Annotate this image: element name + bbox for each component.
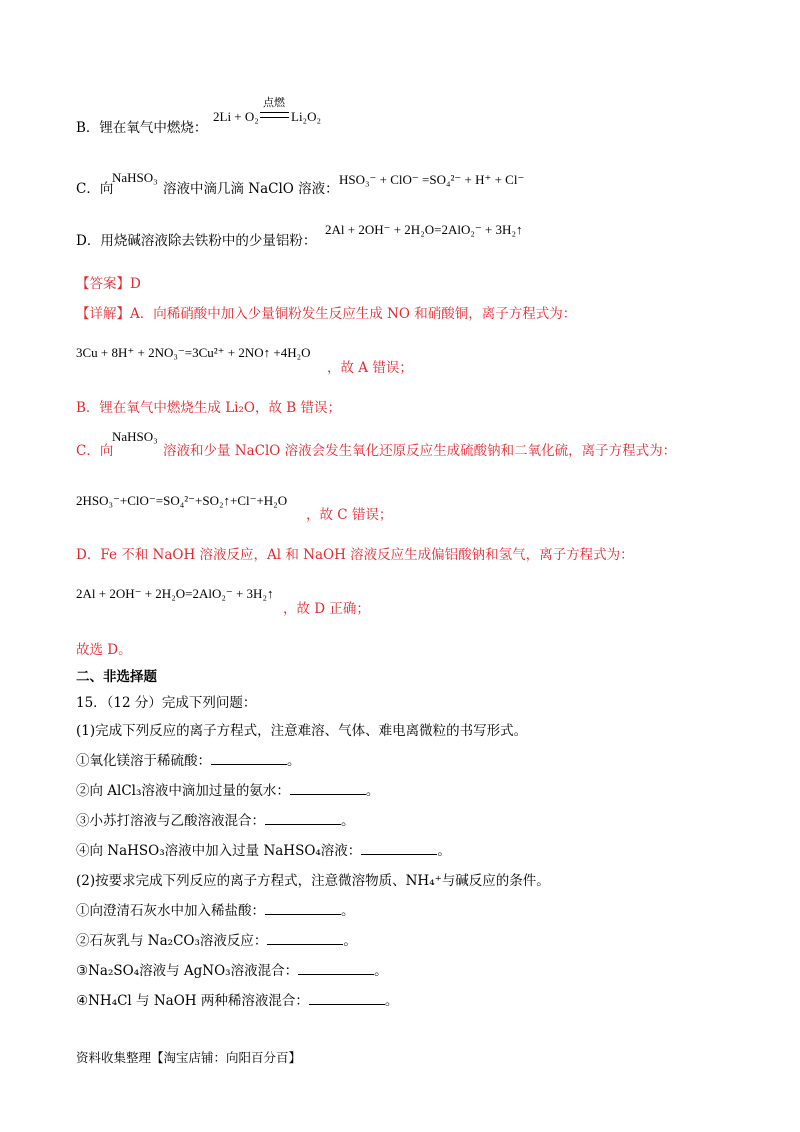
explanation-a-tail: ，故 A 错误； bbox=[327, 360, 413, 376]
part2-item-4: ④NH₄Cl 与 NaOH 两种稀溶液混合： bbox=[76, 993, 309, 1009]
option-c-equation: HSO₃⁻ + ClO⁻ =SO₄²⁻ + H⁺ + Cl⁻ bbox=[339, 172, 525, 187]
explanation-d-text: D．Fe 不和 NaOH 溶液反应，Al 和 NaOH 溶液反应生成偏铝酸钠和氢气，离子方程式为： bbox=[76, 547, 634, 563]
explanation-d-equation: 2Al + 2OH⁻ + 2H₂O=2AlO₂⁻ + 3H₂↑ bbox=[76, 586, 274, 601]
part1-item-4: ④向 NaHSO₃溶液中加入过量 NaHSO₄溶液： bbox=[76, 843, 362, 859]
option-d-label: D．用烧碱溶液除去铁粉中的少量铝粉： bbox=[76, 233, 317, 249]
list-item: ①氧化镁溶于稀硫酸： 。 bbox=[76, 753, 301, 769]
answer-blank[interactable] bbox=[265, 902, 341, 915]
explanation-c-prefix: C．向 bbox=[76, 443, 114, 459]
answer-blank[interactable] bbox=[290, 782, 366, 795]
list-item: ①向澄清石灰水中加入稀盐酸： 。 bbox=[76, 903, 355, 919]
explanation-c-text: 溶液和少量 NaClO 溶液会发生氧化还原反应生成硫酸钠和二氧化硫，离子方程式为： bbox=[163, 443, 677, 459]
question-15-title: 15．（12 分）完成下列问题： bbox=[76, 695, 257, 711]
option-c-label-suffix: 溶液中滴几滴 NaClO 溶液： bbox=[163, 181, 339, 197]
part1-item-1: ①氧化镁溶于稀硫酸： bbox=[76, 753, 211, 769]
explanation-c-tail: ，故 C 错误； bbox=[306, 507, 393, 523]
answer-blank[interactable] bbox=[211, 752, 287, 765]
part1-item-2: ②向 AlCl₃溶液中滴加过量的氨水： bbox=[76, 783, 290, 799]
list-item: ②向 AlCl₃溶液中滴加过量的氨水： 。 bbox=[76, 783, 380, 799]
explanation-d-tail: ，故 D 正确； bbox=[283, 601, 370, 617]
answer: 【答案】D bbox=[76, 276, 141, 292]
explanation-conclusion: 故选 D。 bbox=[76, 642, 132, 658]
list-item: ④NH₄Cl 与 NaOH 两种稀溶液混合： 。 bbox=[76, 993, 399, 1009]
list-item: ③Na₂SO₄溶液与 AgNO₃溶液混合： 。 bbox=[76, 963, 388, 979]
answer-blank[interactable] bbox=[361, 842, 437, 855]
page-footer: 资料收集整理【淘宝店铺：向阳百分百】 bbox=[76, 1050, 302, 1065]
option-b-condition: 点燃 bbox=[263, 96, 285, 109]
part1-intro: (1)完成下列反应的离子方程式，注意难溶、气体、难电离微粒的书写形式。 bbox=[76, 723, 528, 739]
option-d-equation: 2Al + 2OH⁻ + 2H₂O=2AlO₂⁻ + 3H₂↑ bbox=[325, 222, 523, 237]
list-item: ②石灰乳与 Na₂CO₃溶液反应： 。 bbox=[76, 933, 357, 949]
option-c-label-prefix: C．向 bbox=[76, 181, 114, 197]
part2-item-1: ①向澄清石灰水中加入稀盐酸： bbox=[76, 903, 265, 919]
explanation-b-text: B．锂在氧气中燃烧生成 Li₂O，故 B 错误； bbox=[76, 400, 341, 416]
list-item: ④向 NaHSO₃溶液中加入过量 NaHSO₄溶液： 。 bbox=[76, 843, 451, 859]
option-c-reagent: NaHSO₃ bbox=[112, 170, 158, 185]
explanation-a-text: 【详解】A．向稀硝酸中加入少量铜粉发生反应生成 NO 和硝酸铜，离子方程式为： bbox=[76, 306, 577, 322]
section-heading: 二、非选择题 bbox=[76, 669, 157, 685]
part2-item-2: ②石灰乳与 Na₂CO₃溶液反应： bbox=[76, 933, 268, 949]
option-b-eq-left: 2Li + O₂ bbox=[213, 109, 259, 124]
answer-blank[interactable] bbox=[298, 962, 374, 975]
answer-blank[interactable] bbox=[265, 812, 341, 825]
part1-item-3: ③小苏打溶液与乙酸溶液混合： bbox=[76, 813, 265, 829]
explanation-a-equation: 3Cu + 8H⁺ + 2NO₃⁻=3Cu²⁺ + 2NO↑ +4H₂O bbox=[76, 345, 311, 360]
option-b-label: B．锂在氧气中燃烧： bbox=[76, 120, 208, 136]
answer-blank[interactable] bbox=[267, 932, 343, 945]
part2-intro: (2)按要求完成下列反应的离子方程式，注意微溶物质、NH₄⁺与碱反应的条件。 bbox=[76, 873, 550, 889]
option-b-eq-right: Li₂O₂ bbox=[291, 109, 322, 124]
answer-blank[interactable] bbox=[309, 992, 385, 1005]
part2-item-3: ③Na₂SO₄溶液与 AgNO₃溶液混合： bbox=[76, 963, 299, 979]
explanation-c-reagent: NaHSO₃ bbox=[112, 429, 158, 444]
list-item: ③小苏打溶液与乙酸溶液混合： 。 bbox=[76, 813, 355, 829]
explanation-c-equation: 2HSO₃⁻+ClO⁻=SO₄²⁻+SO₂↑+Cl⁻+H₂O bbox=[76, 493, 288, 508]
option-b-equals-sign bbox=[260, 112, 289, 118]
